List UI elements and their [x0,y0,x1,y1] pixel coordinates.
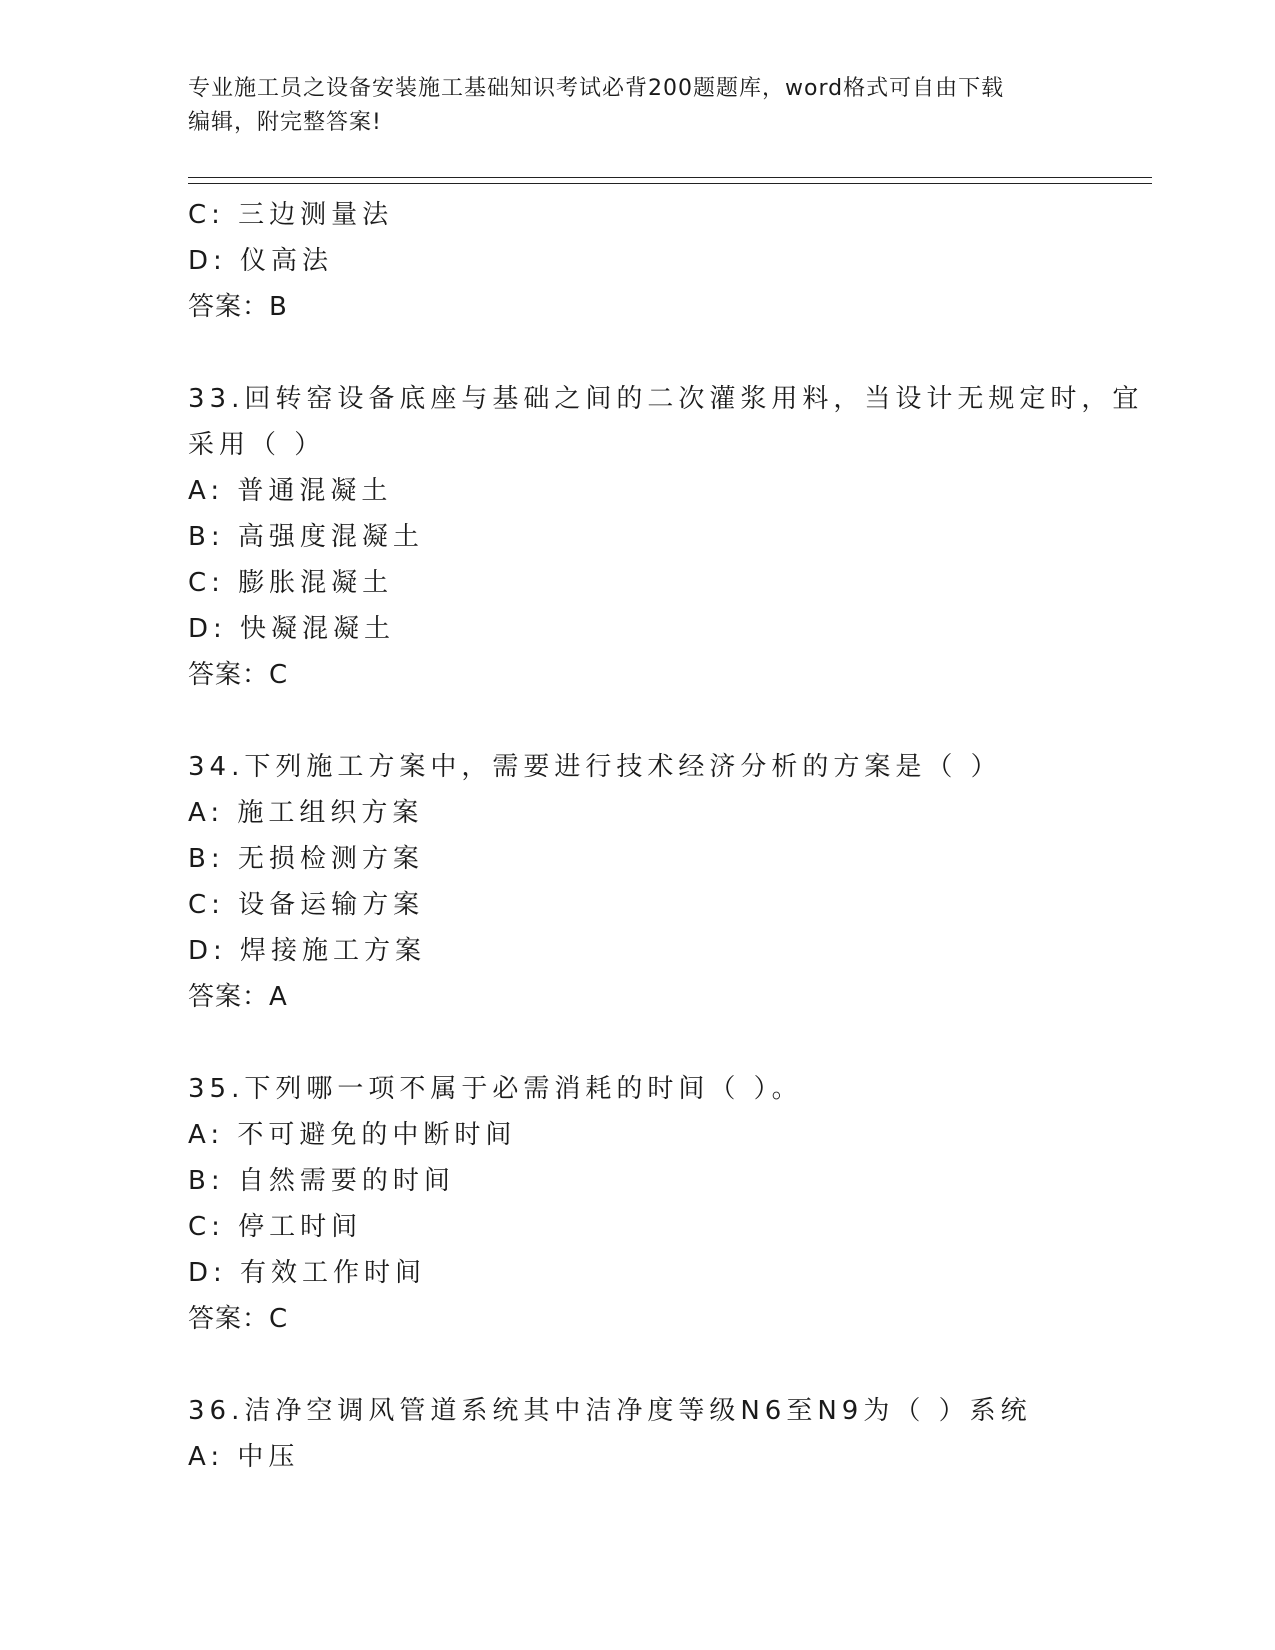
option-a: A: 中压 [188,1442,300,1472]
option-b: B: 无损检测方案 [188,844,424,874]
question-36 [188,1388,1088,1480]
question-stem: 34.下列施工方案中，需要进行技术经济分析的方案是（ ） [188,752,1002,782]
document-header [188,72,1068,140]
question-33 [188,376,1144,698]
option-c: C: 设备运输方案 [188,890,425,920]
option-a: A: 施工组织方案 [188,798,424,828]
answer: 答案：B [188,292,288,322]
answer: 答案：A [188,982,288,1012]
option-c: C: 三边测量法 [188,200,394,230]
option-b: B: 自然需要的时间 [188,1166,455,1196]
header-rule-bottom [188,183,1152,184]
option-c: C: 停工时间 [188,1212,363,1242]
spacer [188,1020,1088,1066]
question-32-tail [188,192,1088,330]
question-stem: 35.下列哪一项不属于必需消耗的时间（ ）。 [188,1074,803,1104]
question-stem-cont: 采用（ ） [188,430,326,460]
spacer [188,698,1088,744]
question-35 [188,1066,1088,1342]
answer: 答案：C [188,1304,289,1334]
spacer [188,330,1088,376]
option-d: D: 仪高法 [188,246,334,276]
option-a: A: 不可避免的中断时间 [188,1120,517,1150]
option-a: A: 普通混凝土 [188,476,393,506]
option-d: D: 快凝混凝土 [188,614,396,644]
spacer [188,1342,1088,1388]
option-d: D: 焊接施工方案 [188,936,427,966]
question-34 [188,744,1088,1020]
header-rule-top [188,177,1152,178]
document-body [188,192,1144,1480]
question-stem: 33.回转窑设备底座与基础之间的二次灌浆用料，当设计无规定时，宜 [188,384,1144,414]
question-stem: 36.洁净空调风管道系统其中洁净度等级N6至N9为（ ）系统 [188,1396,1032,1426]
option-b: B: 高强度混凝土 [188,522,424,552]
option-d: D: 有效工作时间 [188,1258,427,1288]
header-line-2: 编辑，附完整答案! [188,110,382,135]
header-line-1: 专业施工员之设备安装施工基础知识考试必背200题题库，word格式可自由下载 [188,76,1005,101]
option-c: C: 膨胀混凝土 [188,568,394,598]
answer: 答案：C [188,660,289,690]
